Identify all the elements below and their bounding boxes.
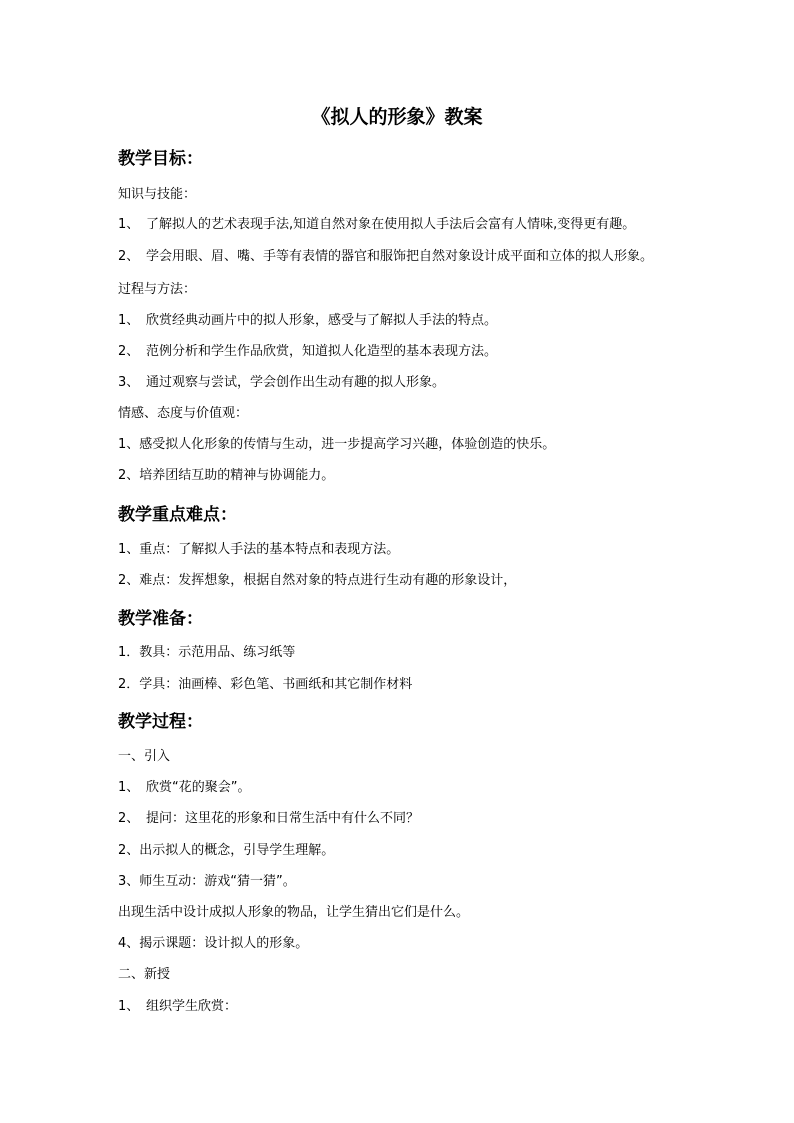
section-heading-goals: 教学目标： bbox=[118, 149, 203, 169]
item-text: 组织学生欣赏： bbox=[146, 999, 238, 1014]
item-text: 范例分析和学生作品欣赏，知道拟人化造型的基本表现方法。 bbox=[146, 344, 498, 359]
item-number: 1、 bbox=[118, 313, 140, 328]
process-item bbox=[118, 343, 497, 361]
process-label: 过程与方法： bbox=[118, 282, 197, 297]
process-item bbox=[118, 374, 445, 392]
emotion-label: 情感、态度与价值观： bbox=[118, 406, 249, 421]
process-part1-item: 3、师生互动：游戏“猜一猜”。 bbox=[118, 874, 296, 889]
item-text: 欣赏经典动画片中的拟人形象，感受与了解拟人手法的特点。 bbox=[146, 313, 498, 328]
knowledge-item bbox=[118, 216, 635, 234]
knowledge-label: 知识与技能： bbox=[118, 187, 197, 202]
process-part2-label: 二、新授 bbox=[118, 967, 171, 982]
process-part1-item bbox=[118, 810, 419, 828]
process-part1-label: 一、引入 bbox=[118, 749, 171, 764]
item-number: 2、 bbox=[118, 249, 140, 264]
item-text: 通过观察与尝试，学会创作出生动有趣的拟人形象。 bbox=[146, 375, 446, 390]
process-item bbox=[118, 312, 497, 330]
item-text: 提问：这里花的形象和日常生活中有什么不同？ bbox=[146, 811, 420, 826]
section-heading-preparation: 教学准备： bbox=[118, 609, 203, 629]
key-point-item: 2、难点：发挥想象，根据自然对象的特点进行生动有趣的形象设计， bbox=[118, 573, 517, 588]
section-heading-key-points: 教学重点难点： bbox=[118, 505, 237, 525]
knowledge-item bbox=[118, 248, 653, 266]
item-number: 1、 bbox=[118, 217, 140, 232]
item-number: 2、 bbox=[118, 344, 140, 359]
item-text: 了解拟人的艺术表现手法,知道自然对象在使用拟人手法后会富有人情味,变得更有趣。 bbox=[146, 217, 636, 232]
preparation-item: 2．学具：油画棒、彩色笔、书画纸和其它制作材料 bbox=[118, 677, 413, 692]
process-part1-item bbox=[118, 779, 250, 797]
item-number: 1、 bbox=[118, 999, 140, 1014]
section-heading-process: 教学过程： bbox=[118, 712, 203, 732]
process-part1-item: 4、揭示课题：设计拟人的形象。 bbox=[118, 936, 309, 951]
emotion-item: 2、培养团结互助的精神与协调能力。 bbox=[118, 468, 335, 483]
item-text: 学会用眼、眉、嘴、手等有表情的器官和服饰把自然对象设计成平面和立体的拟人形象。 bbox=[146, 249, 654, 264]
process-part1-text: 出现生活中设计成拟人形象的物品，让学生猜出它们是什么。 bbox=[118, 905, 470, 920]
preparation-item: 1．教具：示范用品、练习纸等 bbox=[118, 645, 296, 660]
process-part2-item bbox=[118, 998, 237, 1016]
key-point-item: 1、重点：了解拟人手法的基本特点和表现方法。 bbox=[118, 542, 400, 557]
item-number: 3、 bbox=[118, 375, 140, 390]
process-part1-item: 2、出示拟人的概念，引导学生理解。 bbox=[118, 843, 335, 858]
document-title: 《拟人的形象》教案 bbox=[311, 106, 483, 128]
item-number: 2、 bbox=[118, 811, 140, 826]
item-number: 1、 bbox=[118, 780, 140, 795]
emotion-item: 1、感受拟人化形象的传情与生动，进一步提高学习兴趣，体验创造的快乐。 bbox=[118, 437, 556, 452]
item-text: 欣赏“花的聚会”。 bbox=[146, 780, 251, 795]
